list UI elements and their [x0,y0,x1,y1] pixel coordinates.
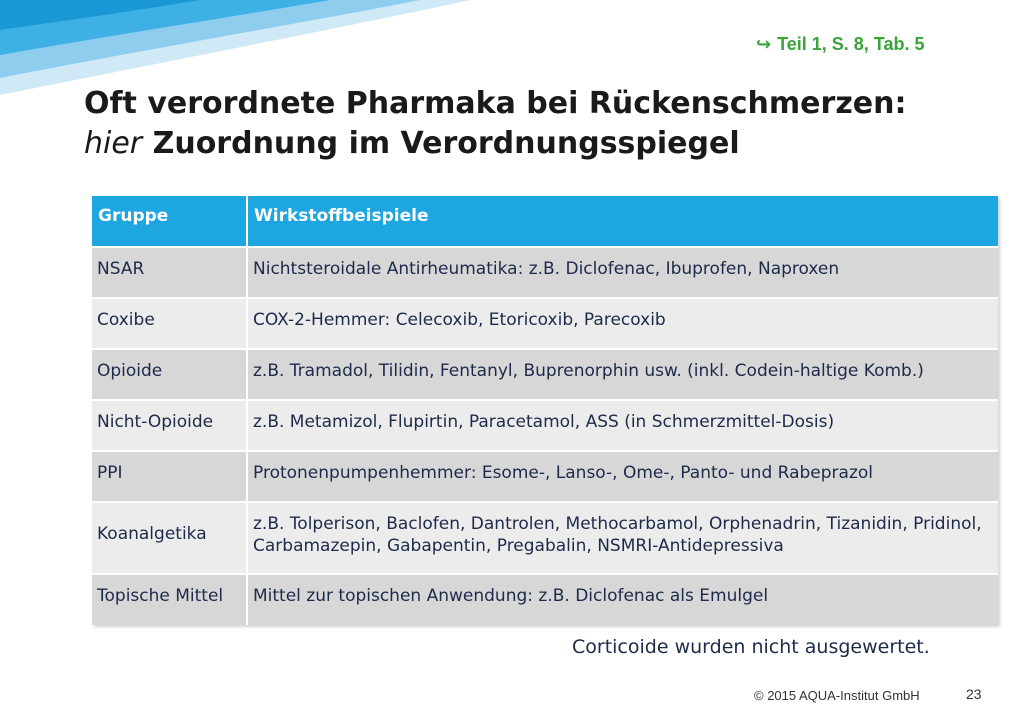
cell-group: NSAR [92,247,247,298]
cell-examples: Mittel zur topischen Anwendung: z.B. Diclofenac als Emulgel [247,574,998,625]
cell-examples: Protonenpumpenhemmer: Esome-, Lanso-, Ome-, Panto- und Rabeprazol [247,451,998,502]
cell-group: Opioide [92,349,247,400]
header-group: Gruppe [92,196,247,247]
table-row [92,502,998,574]
cell-group: Topische Mittel [92,574,247,625]
cell-group: Nicht-Opioide [92,400,247,451]
title-italic-word: hier [84,126,143,161]
table-header-row [92,196,998,247]
table-row [92,349,998,400]
source-reference [756,34,924,55]
table-row [92,451,998,502]
copyright-footer: © 2015 AQUA-Institut GmbH [754,688,920,703]
cell-examples: z.B. Tolperison, Baclofen, Dantrolen, Methocarbamol, Orphenadrin, Tizanidin, Pridinol, Carbamazepin, Gabapentin, Pregabalin, NSMRI-Antidepressiva [247,502,998,574]
cell-group: Coxibe [92,298,247,349]
curved-arrow-right-icon: ↪ [756,34,772,54]
cell-examples: z.B. Metamizol, Flupirtin, Paracetamol, ASS (in Schmerzmittel-Dosis) [247,400,998,451]
drug-table-grid [92,196,998,625]
drug-table [92,196,998,625]
table-row [92,247,998,298]
cell-examples: z.B. Tramadol, Tilidin, Fentanyl, Buprenorphin usw. (inkl. Codein-haltige Komb.) [247,349,998,400]
cell-examples: Nichtsteroidale Antirheumatika: z.B. Diclofenac, Ibuprofen, Naproxen [247,247,998,298]
table-row [92,400,998,451]
title-line-2 [84,124,964,164]
source-reference-text: Teil 1, S. 8, Tab. 5 [777,34,925,54]
cell-examples: COX-2-Hemmer: Celecoxib, Etoricoxib, Parecoxib [247,298,998,349]
title-line-2-rest: Zuordnung im Verordnungsspiegel [142,126,740,161]
slide-title [84,84,964,164]
cell-group: Koanalgetika [92,502,247,574]
title-line-1: Oft verordnete Pharmaka bei Rückenschmerzen: [84,86,907,121]
cell-group: PPI [92,451,247,502]
table-row [92,574,998,625]
page-number: 23 [966,686,982,702]
table-row [92,298,998,349]
table-note: Corticoide wurden nicht ausgewertet. [572,636,930,658]
header-examples: Wirkstoffbeispiele [247,196,998,247]
